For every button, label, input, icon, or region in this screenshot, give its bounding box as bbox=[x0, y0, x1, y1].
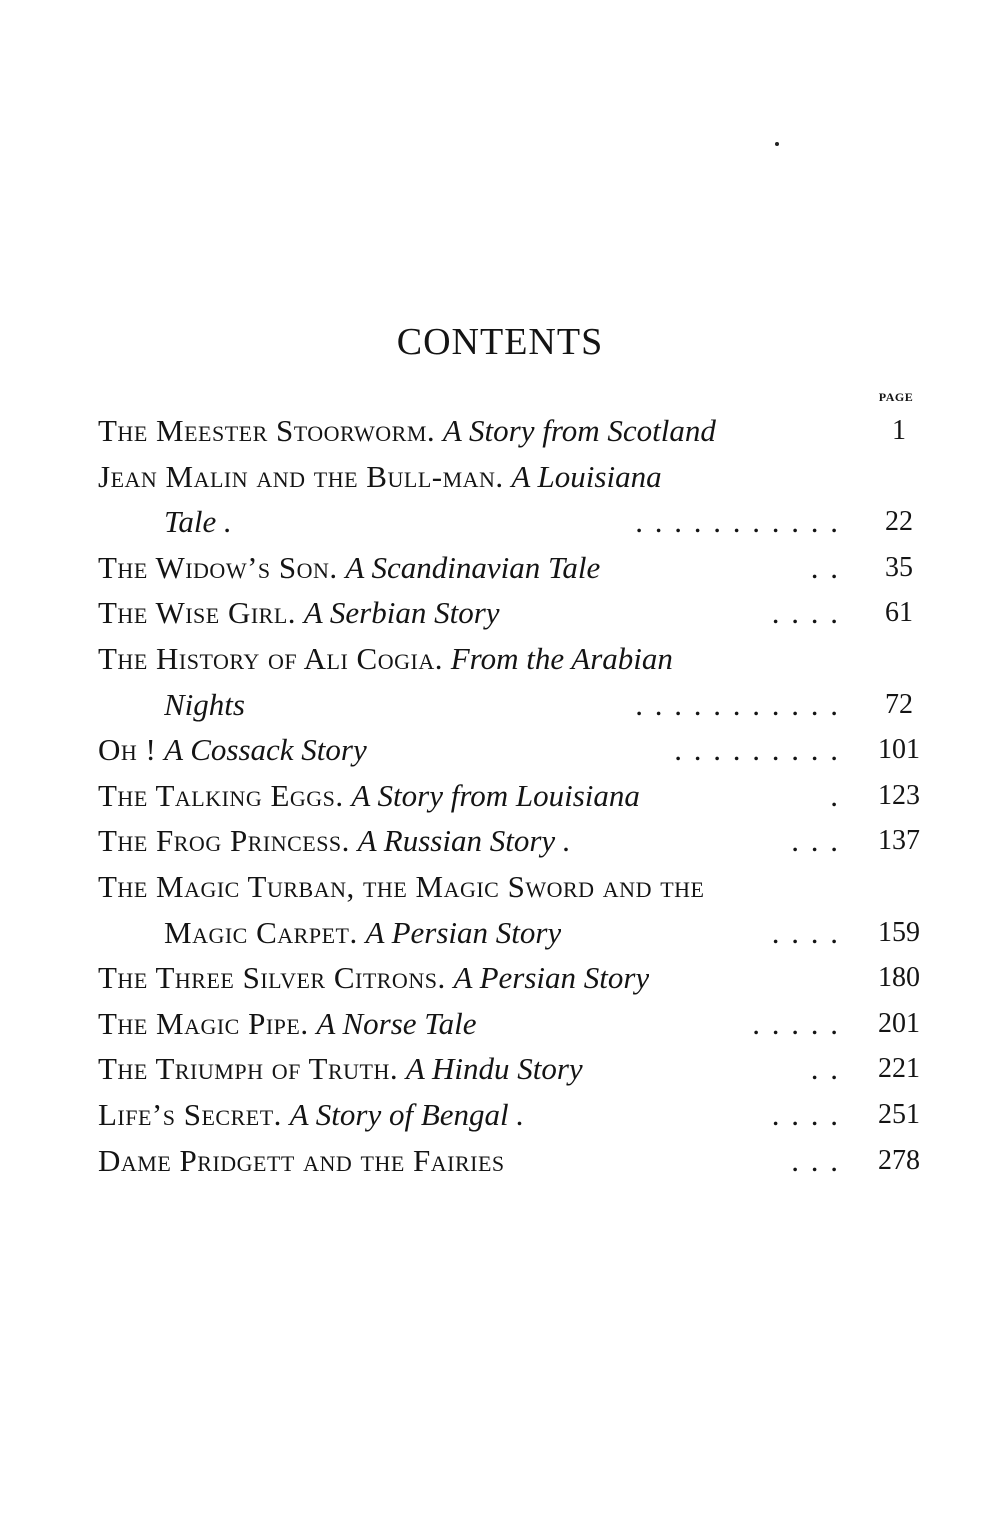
toc-entry bbox=[98, 590, 928, 636]
toc-line bbox=[98, 818, 928, 864]
dot-leader: . . bbox=[810, 1051, 840, 1087]
page-number: 221 bbox=[878, 1053, 920, 1085]
toc-line bbox=[98, 682, 928, 728]
toc-entry bbox=[98, 955, 928, 1001]
entry-text bbox=[98, 454, 662, 500]
toc-entry bbox=[98, 818, 928, 864]
dot-leader: . bbox=[830, 777, 840, 813]
story-origin: From the Arabian bbox=[450, 640, 673, 676]
toc-line bbox=[98, 1138, 928, 1184]
page-number: 101 bbox=[878, 734, 920, 766]
story-origin: A Hindu Story bbox=[405, 1051, 583, 1087]
story-title: Magic Carpet. bbox=[164, 914, 358, 950]
entry-text bbox=[98, 818, 571, 864]
toc-line bbox=[98, 1001, 928, 1047]
story-origin: A Serbian Story bbox=[303, 595, 500, 631]
story-origin: A Cossack Story bbox=[164, 732, 367, 768]
page-number: 159 bbox=[878, 916, 920, 948]
page-number: 35 bbox=[885, 551, 913, 583]
page-number: 1 bbox=[892, 415, 906, 446]
page-number: 201 bbox=[878, 1007, 920, 1039]
toc-entry bbox=[98, 1138, 928, 1184]
page-number: 123 bbox=[878, 779, 920, 811]
entry-text bbox=[164, 910, 561, 956]
story-title: Oh ! bbox=[98, 732, 157, 768]
story-title: The Talking Eggs. bbox=[98, 777, 344, 813]
toc-line bbox=[98, 1046, 928, 1092]
page-number: 61 bbox=[885, 597, 913, 629]
story-title: The Magic Pipe. bbox=[98, 1005, 309, 1041]
story-origin: A Story of Bengal . bbox=[289, 1096, 525, 1132]
story-title: Life’s Secret. bbox=[98, 1096, 282, 1132]
story-origin: A Norse Tale bbox=[316, 1005, 477, 1041]
entry-text bbox=[98, 545, 600, 591]
toc-line bbox=[98, 545, 928, 591]
story-origin: A Russian Story . bbox=[357, 823, 571, 859]
entry-text bbox=[164, 682, 245, 728]
entry-text bbox=[98, 408, 716, 454]
story-title: The Magic Turban, the Magic Sword and the bbox=[98, 868, 705, 904]
page-number: 137 bbox=[878, 825, 920, 857]
dot-leader: . . . . . bbox=[752, 1005, 840, 1041]
story-origin: A Persian Story bbox=[453, 960, 650, 996]
story-origin: A Louisiana bbox=[511, 458, 662, 494]
toc-line bbox=[98, 499, 928, 545]
toc-line bbox=[98, 864, 928, 910]
toc-entry bbox=[98, 1046, 928, 1092]
story-title: The Frog Princess. bbox=[98, 823, 350, 859]
page-column-label: PAGE bbox=[878, 390, 914, 404]
entry-text bbox=[98, 955, 649, 1001]
story-origin: Nights bbox=[164, 686, 245, 722]
entry-text bbox=[164, 499, 232, 545]
story-origin: A Story from Scotland bbox=[442, 413, 716, 448]
print-speck bbox=[775, 142, 779, 146]
toc-line bbox=[98, 910, 928, 956]
toc-line bbox=[98, 955, 928, 1001]
toc-line bbox=[98, 773, 928, 819]
entry-text bbox=[98, 1046, 583, 1092]
entry-text bbox=[98, 727, 367, 773]
toc-line bbox=[98, 1092, 928, 1138]
page-number: 180 bbox=[878, 962, 920, 994]
toc-entry bbox=[98, 1092, 928, 1138]
toc-line bbox=[98, 454, 928, 500]
dot-leader: . . . bbox=[791, 1142, 840, 1178]
story-title: Jean Malin and the Bull-man. bbox=[98, 458, 504, 494]
dot-leader: . . . . . . . . . . . bbox=[635, 686, 840, 722]
entry-text bbox=[98, 636, 673, 682]
page-number: 72 bbox=[885, 688, 913, 720]
story-title: The Widow’s Son. bbox=[98, 549, 338, 585]
entry-text bbox=[98, 1001, 477, 1047]
dot-leader: . . . . . . . . . bbox=[674, 732, 840, 768]
toc-entry bbox=[98, 636, 928, 727]
entry-text bbox=[98, 1092, 524, 1138]
story-title: The History of Ali Cogia. bbox=[98, 640, 443, 676]
dot-leader: . . . . bbox=[771, 914, 840, 950]
toc-entry bbox=[98, 454, 928, 545]
toc-line bbox=[98, 727, 928, 773]
story-title: The Meester Stoorworm. bbox=[98, 413, 436, 448]
story-title: Dame Pridgett and the Fairies bbox=[98, 1142, 505, 1178]
story-origin: Tale . bbox=[164, 504, 232, 540]
entry-text bbox=[98, 1138, 505, 1184]
dot-leader: . . . . bbox=[771, 595, 840, 631]
entry-text bbox=[98, 864, 704, 910]
dot-leader: . . bbox=[810, 549, 840, 585]
toc-line bbox=[98, 636, 928, 682]
story-title: The Wise Girl. bbox=[98, 595, 297, 631]
page-title: CONTENTS bbox=[396, 321, 604, 363]
story-origin: A Story from Louisiana bbox=[351, 777, 640, 813]
entry-text bbox=[98, 590, 500, 636]
page-number: 251 bbox=[878, 1098, 920, 1130]
toc-line bbox=[98, 590, 928, 636]
dot-leader: . . . . bbox=[771, 1096, 840, 1132]
toc-entry bbox=[98, 773, 928, 819]
entry-text bbox=[98, 773, 640, 819]
toc-entry bbox=[98, 408, 928, 454]
toc-entry bbox=[98, 545, 928, 591]
toc-entry bbox=[98, 864, 928, 955]
page-number: 22 bbox=[885, 506, 913, 538]
table-of-contents bbox=[98, 408, 928, 1183]
story-title: The Three Silver Citrons. bbox=[98, 960, 446, 996]
dot-leader: . . . . . . . . . . . bbox=[635, 504, 840, 540]
story-origin: A Scandinavian Tale bbox=[345, 549, 601, 585]
toc-line bbox=[98, 408, 928, 454]
toc-entry bbox=[98, 727, 928, 773]
story-origin: A Persian Story bbox=[365, 914, 562, 950]
story-title: The Triumph of Truth. bbox=[98, 1051, 399, 1087]
page-number: 278 bbox=[878, 1144, 920, 1176]
toc-entry bbox=[98, 1001, 928, 1047]
dot-leader: . . . bbox=[791, 823, 840, 859]
